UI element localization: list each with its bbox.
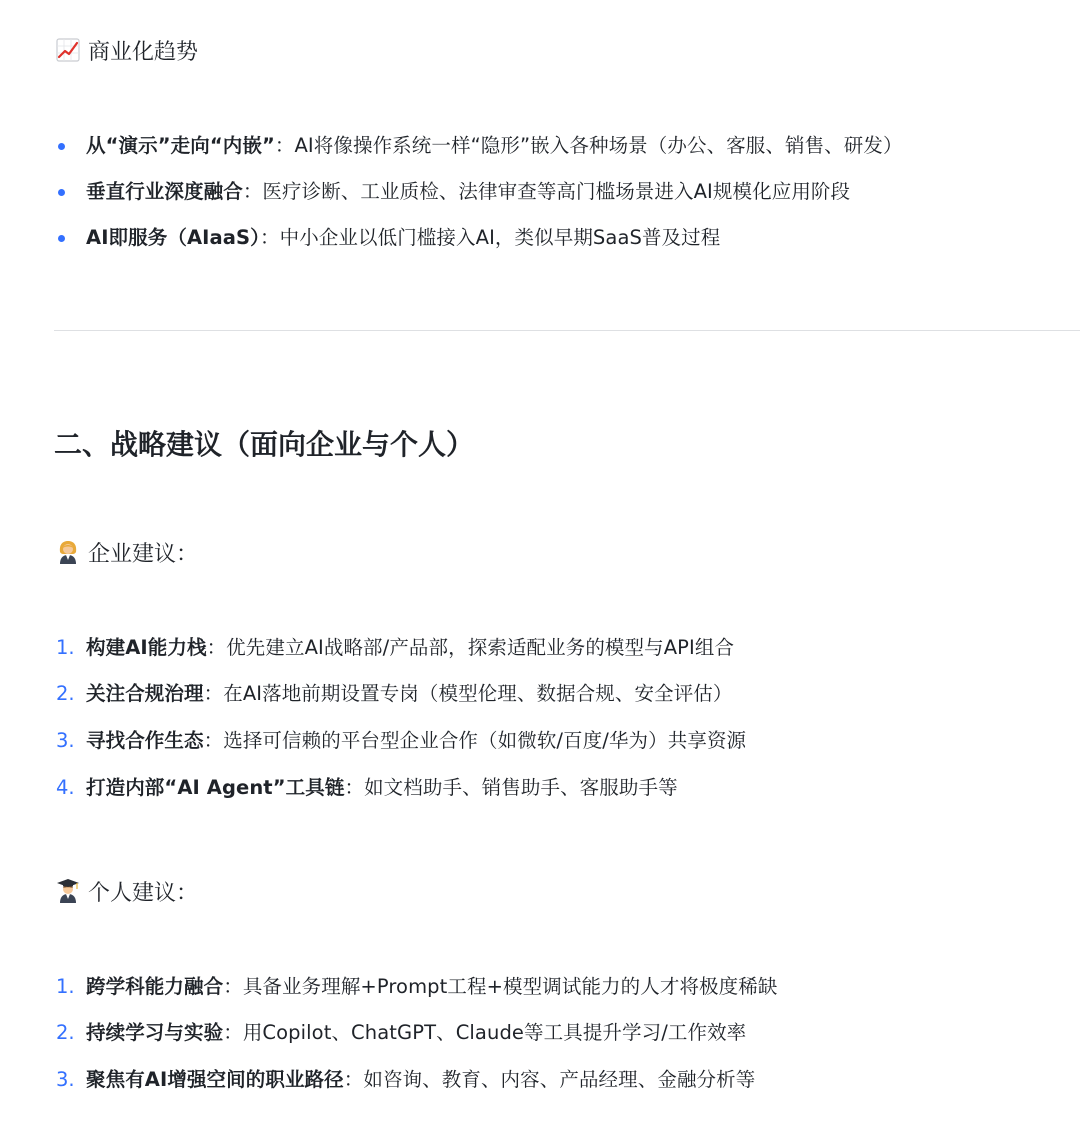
enterprise-heading xyxy=(56,540,198,570)
item-sep: ： xyxy=(343,1068,364,1091)
bullet-dot xyxy=(58,235,65,242)
list-item xyxy=(86,634,734,662)
list-number: 3. xyxy=(56,1068,75,1091)
businesswoman-icon xyxy=(56,540,80,564)
list-number: 1. xyxy=(56,636,75,659)
section-divider xyxy=(54,330,1080,331)
strategy-heading: 二、战略建议（面向企业与个人） xyxy=(54,428,475,461)
item-bold: 聚焦有AI增强空间的职业路径 xyxy=(86,1068,344,1091)
item-text: 医疗诊断、工业质检、法律审查等高门槛场景进入AI规模化应用阶段 xyxy=(262,180,851,203)
item-bold: 垂直行业深度融合 xyxy=(86,180,243,203)
item-sep: ： xyxy=(260,226,280,249)
item-sep: ： xyxy=(274,134,295,157)
personal-heading xyxy=(56,879,198,909)
item-bold: AI即服务（AIaaS） xyxy=(86,226,261,249)
bullet-dot xyxy=(58,189,65,196)
item-text: 具备业务理解+Prompt工程+模型调试能力的人才将极度稀缺 xyxy=(242,975,778,998)
personal-title: 个人建议： xyxy=(88,881,199,906)
item-sep: ： xyxy=(242,180,263,203)
item-bold: 关注合规治理 xyxy=(86,682,204,705)
list-item xyxy=(86,224,720,252)
list-item xyxy=(86,178,850,206)
item-text: 如咨询、教育、内容、产品经理、金融分析等 xyxy=(363,1068,756,1091)
list-number: 3. xyxy=(56,729,75,752)
item-bold: 打造内部“AI Agent”工具链 xyxy=(86,776,345,799)
item-text: AI将像操作系统一样“隐形”嵌入各种场景（办公、客服、销售、研发） xyxy=(294,134,903,157)
bullet-dot xyxy=(58,143,65,150)
item-text: 如文档助手、销售助手、客服助手等 xyxy=(364,776,678,799)
commercial-heading xyxy=(56,38,198,68)
list-item xyxy=(86,680,733,708)
list-number: 4. xyxy=(56,776,75,799)
item-bold: 构建AI能力栈 xyxy=(86,636,207,659)
item-text: 选择可信赖的平台型企业合作（如微软/百度/华为）共享资源 xyxy=(223,729,747,752)
list-item xyxy=(86,774,678,802)
list-item xyxy=(86,132,903,160)
commercial-title: 商业化趋势 xyxy=(88,40,199,65)
item-bold: 从“演示”走向“内嵌” xyxy=(86,134,275,157)
list-number: 2. xyxy=(56,682,75,705)
item-bold: 寻找合作生态 xyxy=(86,729,204,752)
list-number: 2. xyxy=(56,1021,75,1044)
list-item xyxy=(86,973,777,1001)
list-item xyxy=(86,1066,755,1094)
item-sep: ： xyxy=(344,776,365,799)
chart-increasing-icon xyxy=(56,38,80,62)
item-text: 中小企业以低门槛接入AI，类似早期SaaS普及过程 xyxy=(279,226,721,249)
enterprise-title: 企业建议： xyxy=(88,542,199,567)
item-sep: ： xyxy=(223,1021,243,1044)
item-text: 在AI落地前期设置专岗（模型伦理、数据合规、安全评估） xyxy=(223,682,733,705)
item-sep: ： xyxy=(203,729,224,752)
item-sep: ： xyxy=(203,682,224,705)
item-text: 优先建立AI战略部/产品部，探索适配业务的模型与API组合 xyxy=(226,636,735,659)
item-bold: 跨学科能力融合 xyxy=(86,975,224,998)
item-bold: 持续学习与实验 xyxy=(86,1021,224,1044)
item-sep: ： xyxy=(206,636,227,659)
list-number: 1. xyxy=(56,975,75,998)
item-sep: ： xyxy=(223,975,243,998)
list-item xyxy=(86,1019,746,1047)
item-text: 用Copilot、ChatGPT、Claude等工具提升学习/工作效率 xyxy=(242,1021,747,1044)
student-icon xyxy=(56,879,80,903)
list-item xyxy=(86,727,746,755)
